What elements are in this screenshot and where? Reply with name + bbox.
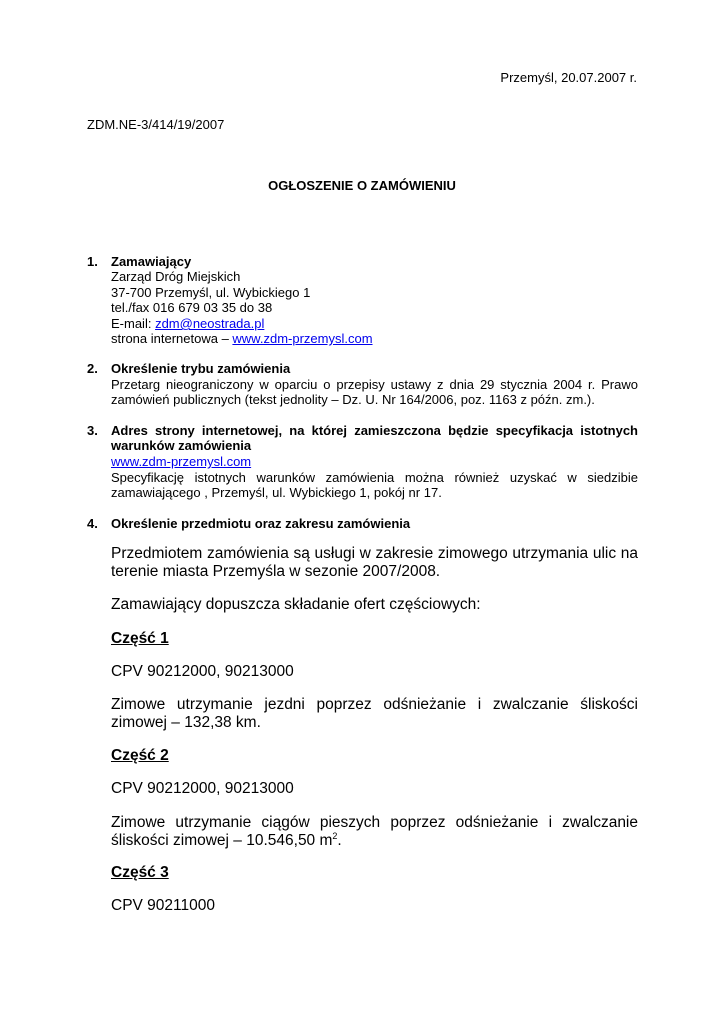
section-3-number: 3. xyxy=(87,423,98,438)
contracting-authority-address: 37-700 Przemyśl, ul. Wybickiego 1 xyxy=(111,285,311,300)
section-3-heading: Adres strony internetowej, na której zamieszczona będzie specyfikacja istotnych warunków zamówienia xyxy=(111,423,638,453)
subject-paragraph: Przedmiotem zamówienia są usługi w zakresie zimowego utrzymania ulic na terenie miasta Przemyśla w sezonie 2007/2008. xyxy=(111,545,638,580)
section-1-number: 1. xyxy=(87,254,98,269)
email-line xyxy=(111,316,264,331)
email-label: E-mail: xyxy=(111,316,156,331)
part-2-cpv: CPV 90212000, 90213000 xyxy=(111,780,294,797)
section-2-body: Przetarg nieograniczony w oparciu o przepisy ustawy z dnia 29 stycznia 2004 r. Prawo zamówień publicznych (tekst jednolity – Dz. U. Nr 164/2006, poz. 1163 z późn. zm.). xyxy=(111,377,638,407)
section-1-heading: Zamawiający xyxy=(111,254,192,269)
part-2-unit-superscript: 2 xyxy=(332,831,338,841)
section-4-heading: Określenie przedmiotu oraz zakresu zamówienia xyxy=(111,516,411,531)
email-link[interactable]: zdm@neostrada.pl xyxy=(155,316,265,331)
reference-number: ZDM.NE-3/414/19/2007 xyxy=(87,117,225,132)
part-2-description xyxy=(111,814,638,850)
specification-website-link[interactable]: www.zdm-przemysl.com xyxy=(111,454,252,469)
place-date: Przemyśl, 20.07.2007 r. xyxy=(500,70,637,85)
page-title: OGŁOSZENIE O ZAMÓWIENIU xyxy=(268,178,456,193)
section-2-heading: Określenie trybu zamówienia xyxy=(111,361,291,376)
part-2-description-end: . xyxy=(337,832,342,849)
part-3-cpv: CPV 90211000 xyxy=(111,897,215,914)
contracting-authority-name: Zarząd Dróg Miejskich xyxy=(111,269,241,284)
part-1-description: Zimowe utrzymanie jezdni poprzez odśnieżanie i zwalczanie śliskości zimowej – 132,38 km. xyxy=(111,696,638,731)
part-1-title: Część 1 xyxy=(111,630,169,647)
part-3-title: Część 3 xyxy=(111,864,169,881)
section-2-number: 2. xyxy=(87,361,98,376)
website-line xyxy=(111,331,373,346)
website-link[interactable]: www.zdm-przemysl.com xyxy=(232,331,373,346)
part-1-cpv: CPV 90212000, 90213000 xyxy=(111,663,294,680)
part-2-description-text: Zimowe utrzymanie ciągów pieszych poprzez odśnieżanie i zwalczanie śliskości zimowej – 10.546,50 m xyxy=(111,814,638,849)
website-label: strona internetowa – xyxy=(111,331,233,346)
part-2-title: Część 2 xyxy=(111,747,169,764)
partial-offers-paragraph: Zamawiający dopuszcza składanie ofert częściowych: xyxy=(111,596,481,613)
section-3-body: Specyfikację istotnych warunków zamówienia można również uzyskać w siedzibie zamawiającego , Przemyśl, ul. Wybickiego 1, pokój nr 17. xyxy=(111,470,638,500)
contracting-authority-phone: tel./fax 016 679 03 35 do 38 xyxy=(111,300,273,315)
section-4-number: 4. xyxy=(87,516,98,531)
